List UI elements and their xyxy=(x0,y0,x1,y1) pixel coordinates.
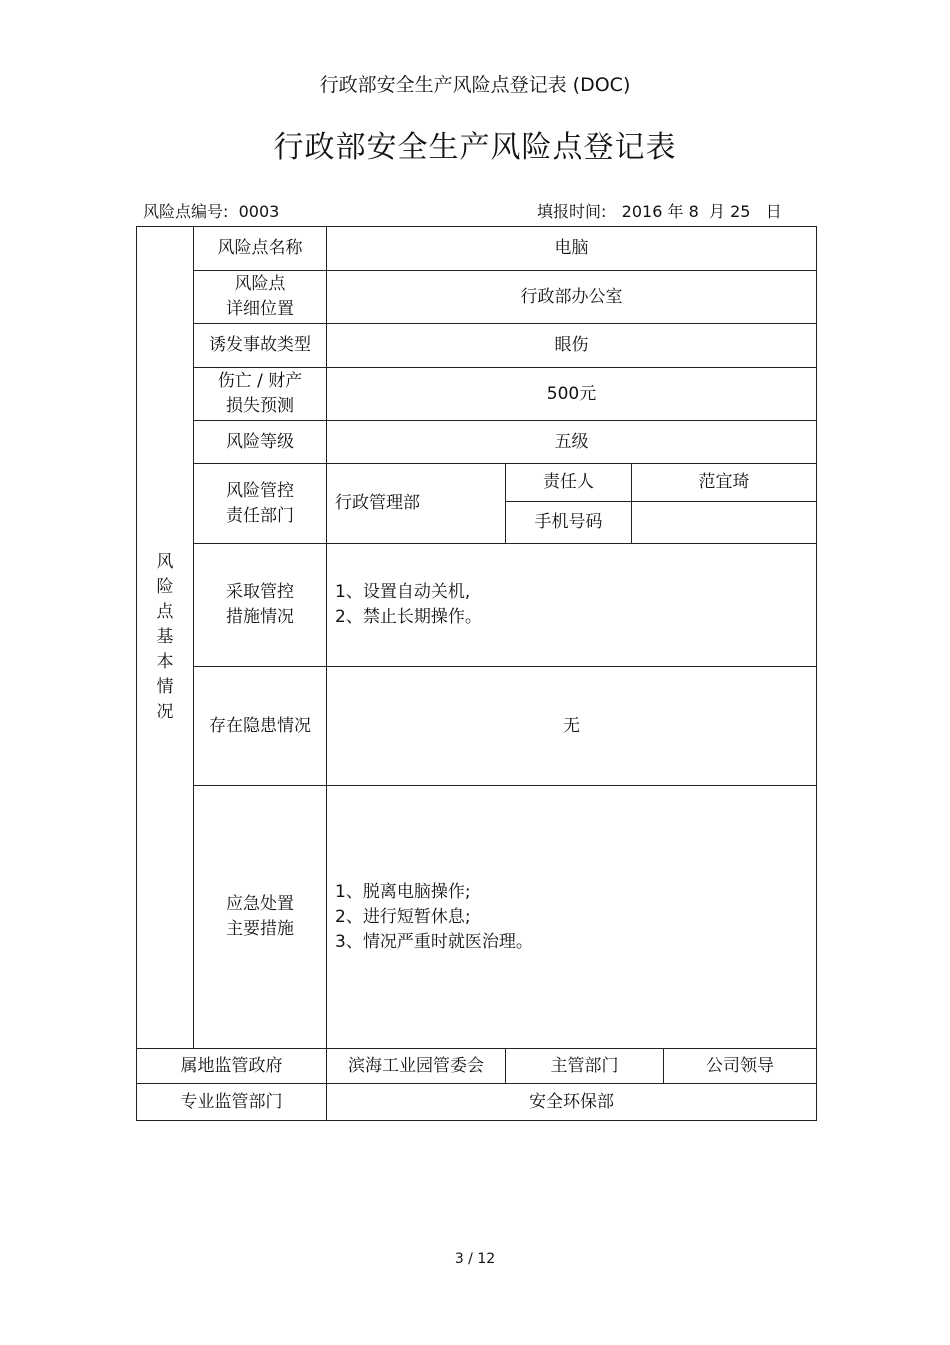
row-hidden-hazards xyxy=(137,667,817,786)
risk-code xyxy=(143,199,279,222)
loss-label-line2: 损失预测 xyxy=(226,396,294,416)
risk-registration-table xyxy=(136,226,817,1121)
emergency-label-line2: 主要措施 xyxy=(226,919,294,939)
location-label xyxy=(194,271,327,324)
emergency-line: 1、脱离电脑操作; xyxy=(335,881,471,902)
measure-line: 1、设置自动关机, xyxy=(335,582,471,602)
hidden-hazards-value: 无 xyxy=(327,667,817,786)
page-title: 行政部安全生产风险点登记表 xyxy=(273,130,677,165)
accident-type-value: 眼伤 xyxy=(327,324,817,368)
risk-name-label: 风险点名称 xyxy=(194,227,327,271)
month-unit: 月 xyxy=(708,202,725,221)
responsible-person-value: 范宜琦 xyxy=(632,464,817,502)
report-month: 8 xyxy=(688,202,699,221)
section-char: 险 xyxy=(156,577,174,597)
control-measures-value xyxy=(327,544,817,667)
row-professional-supervision xyxy=(137,1084,817,1121)
location-label-line1: 风险点 xyxy=(234,274,286,294)
row-emergency-measures xyxy=(137,786,817,1049)
section-char: 风 xyxy=(156,552,174,572)
dept-label-line2: 责任部门 xyxy=(226,505,294,526)
year-unit: 年 xyxy=(667,202,684,221)
responsible-dept-label xyxy=(194,464,327,544)
document-header: 行政部安全生产风险点登记表 (DOC) xyxy=(319,74,631,96)
risk-level-value: 五级 xyxy=(327,421,817,464)
emergency-measures-label xyxy=(194,786,327,1049)
loss-label-line1: 伤亡 / 财产 xyxy=(217,371,303,391)
loss-forecast-label xyxy=(194,368,327,421)
row-loss-forecast xyxy=(137,368,817,421)
measures-label-line2: 措施情况 xyxy=(226,607,294,627)
row-risk-level xyxy=(137,421,817,464)
accident-type-label: 诱发事故类型 xyxy=(194,324,327,368)
report-year: 2016 xyxy=(621,202,663,221)
risk-code-value: 0003 xyxy=(238,202,280,221)
risk-code-label: 风险点编号: xyxy=(143,202,229,221)
professional-supervision-label: 专业监管部门 xyxy=(137,1084,327,1121)
risk-level-label: 风险等级 xyxy=(194,421,327,464)
row-risk-name xyxy=(137,227,817,271)
page-number: 3 / 12 xyxy=(454,1251,496,1267)
risk-name-value: 电脑 xyxy=(327,227,817,271)
row-control-measures xyxy=(137,544,817,667)
emergency-line: 3、情况严重时就医治理。 xyxy=(335,931,533,952)
day-unit: 日 xyxy=(765,202,782,221)
row-local-government xyxy=(137,1049,817,1084)
local-government-label: 属地监管政府 xyxy=(137,1049,327,1084)
row-accident-type xyxy=(137,324,817,368)
report-date-label: 填报时间: xyxy=(537,202,607,221)
row-location xyxy=(137,271,817,324)
emergency-measures-value xyxy=(327,786,817,1049)
section-char: 点 xyxy=(156,602,174,622)
section-char: 本 xyxy=(156,652,174,672)
hidden-hazards-label: 存在隐患情况 xyxy=(194,667,327,786)
location-label-line2: 详细位置 xyxy=(226,299,294,319)
professional-supervision-value: 安全环保部 xyxy=(327,1084,817,1121)
dept-label-line1: 风险管控 xyxy=(226,480,294,501)
measure-line: 2、禁止长期操作。 xyxy=(335,607,482,627)
location-value: 行政部办公室 xyxy=(327,271,817,324)
measures-label-line1: 采取管控 xyxy=(226,582,294,602)
main-dept-label: 主管部门 xyxy=(506,1049,664,1084)
emergency-label-line1: 应急处置 xyxy=(226,894,294,914)
local-government-value: 滨海工业园管委会 xyxy=(327,1049,506,1084)
report-date xyxy=(537,199,782,222)
emergency-line: 2、进行短暂休息; xyxy=(335,906,471,927)
section-char: 基 xyxy=(156,627,174,647)
control-measures-label xyxy=(194,544,327,667)
section-label-basic-info xyxy=(137,227,194,1049)
section-char: 况 xyxy=(156,702,174,722)
report-day: 25 xyxy=(730,202,751,221)
loss-forecast-value: 500元 xyxy=(327,368,817,421)
responsible-person-label: 责任人 xyxy=(506,464,632,502)
phone-value xyxy=(632,502,817,544)
section-char: 情 xyxy=(156,677,174,697)
main-dept-value: 公司领导 xyxy=(664,1049,817,1084)
phone-label: 手机号码 xyxy=(506,502,632,544)
responsible-dept-value: 行政管理部 xyxy=(327,464,506,544)
row-responsible-dept xyxy=(137,464,817,502)
